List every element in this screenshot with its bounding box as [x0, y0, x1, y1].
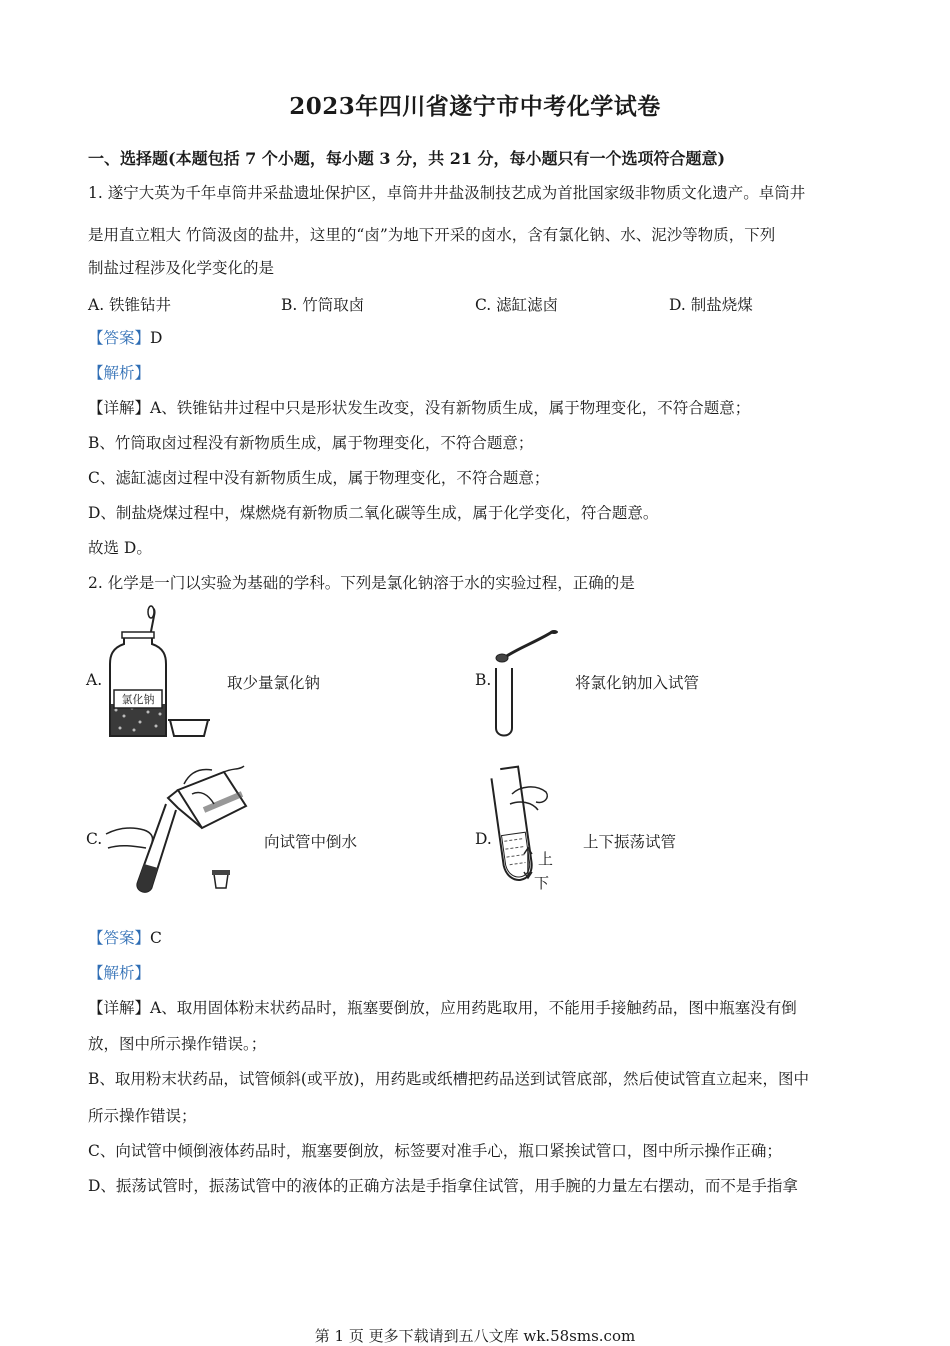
q1-answer-row [88, 328, 868, 348]
q1-option-d: D. 制盐烧煤 [669, 296, 753, 314]
answer-tag: 【答案】 [88, 929, 151, 947]
test-tube-spoon-figure [490, 628, 562, 740]
q2-detail-line1 [88, 998, 868, 1018]
page-title: 2023年四川省遂宁市中考化学试卷 [289, 93, 661, 120]
q2-option-d-letter: D. [475, 830, 492, 848]
q2-detail-line3: B、取用粉末状药品，试管倾斜(或平放)，用药匙或纸槽把药品送到试管底部，然后使试管直立起来，图中 [88, 1070, 809, 1088]
q2-option-b-letter: B. [475, 671, 492, 689]
detail-text: A、取用固体粉末状药品时，瓶塞要倒放，应用药匙取用，不能用手接触药品，图中瓶塞没有倒 [150, 999, 797, 1017]
q2-analysis-tag: 【解析】 [88, 964, 151, 982]
q1-stem-line1: 1. 遂宁大英为千年卓筒井采盐遗址保护区，卓筒井井盐汲制技艺成为首批国家级非物质文化遗产。卓筒井 [88, 184, 806, 202]
section-heading: 一、选择题(本题包括 7 个小题，每小题 3 分，共 21 分，每小题只有一个选项符合题意) [88, 149, 726, 168]
reagent-bottle-figure [104, 604, 220, 742]
q1-option-b: B. 竹筒取卤 [281, 296, 365, 314]
q1-detail-line4: D、制盐烧煤过程中，煤燃烧有新物质二氧化碳等生成，属于化学变化，符合题意。 [88, 504, 659, 522]
q1-option-a: A. 铁锥钻井 [88, 296, 172, 314]
page-footer: 第 1 页 更多下载请到五八文库 wk.58sms.com [314, 1327, 636, 1345]
q1-stem-line3: 制盐过程涉及化学变化的是 [88, 259, 275, 277]
q2-option-a-letter: A. [86, 671, 103, 689]
bottle-label-text: 氯化钠 [121, 693, 155, 706]
pouring-water-figure [104, 764, 254, 894]
q1-analysis-tag: 【解析】 [88, 364, 151, 382]
detail-tag: 【详解】 [88, 999, 151, 1017]
q1-detail-line1 [88, 398, 868, 418]
q2-stem: 2. 化学是一门以实验为基础的学科。下列是氯化钠溶于水的实验过程，正确的是 [88, 574, 635, 592]
q1-stem-line2: 是用直立粗大 竹筒汲卤的盐井，这里的“卤”为地下开采的卤水，含有氯化钠、水、泥沙等物质，下列 [88, 226, 776, 244]
q2-option-d-caption: 上下振荡试管 [583, 833, 677, 851]
q1-detail-line2: B、竹筒取卤过程没有新物质生成，属于物理变化，不符合题意； [88, 434, 534, 452]
detail-text: A、铁锥钻井过程中只是形状发生改变，没有新物质生成，属于物理变化，不符合题意； [150, 399, 751, 417]
detail-tag: 【详解】 [88, 399, 151, 417]
shake-up-label: 上 [538, 850, 554, 868]
answer-tag: 【答案】 [88, 329, 151, 347]
q2-detail-line4: 所示操作错误； [88, 1107, 197, 1125]
q2-detail-line6: D、振荡试管时，振荡试管中的液体的正确方法是手指拿住试管，用手腕的力量左右摆动，而不是手指拿 [88, 1177, 798, 1195]
q2-answer-row [88, 928, 868, 948]
q2-option-c-caption: 向试管中倒水 [264, 833, 358, 851]
answer-value: D [150, 329, 163, 347]
answer-value: C [150, 929, 162, 947]
q2-option-b-caption: 将氯化钠加入试管 [575, 674, 700, 692]
shaking-tube-figure [490, 764, 570, 896]
q2-option-a-caption: 取少量氯化钠 [227, 674, 321, 692]
q2-detail-line5: C、向试管中倾倒液体药品时，瓶塞要倒放，标签要对准手心，瓶口紧挨试管口，图中所示操作正确； [88, 1142, 782, 1160]
q2-detail-line2: 放，图中所示操作错误。； [88, 1035, 267, 1053]
q2-option-c-letter: C. [86, 830, 103, 848]
q1-conclusion: 故选 D。 [88, 539, 152, 557]
q1-option-c: C. 滤缸滤卤 [475, 296, 559, 314]
shake-down-label: 下 [534, 874, 550, 892]
q1-detail-line3: C、滤缸滤卤过程中没有新物质生成，属于物理变化，不符合题意； [88, 469, 550, 487]
